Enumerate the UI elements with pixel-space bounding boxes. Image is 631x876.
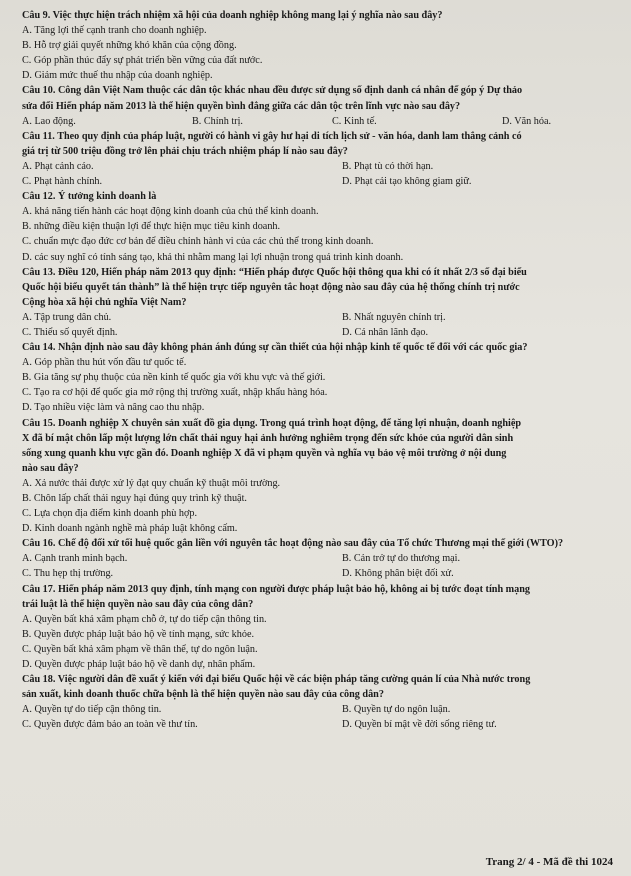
q12-option-a: A. khả năng tiến hành các hoạt động kinh doanh của chủ thể kinh doanh.	[22, 206, 319, 218]
q10-option-d: D. Văn hóa.	[502, 115, 552, 127]
question-15-line-3: sống xung quanh khu vực gần đó. Doanh nghiệp X đã vi phạm quyền và nghĩa vụ bảo vệ môi trường ở nội dung	[22, 447, 507, 459]
q10-option-c: C. Kinh tế.	[332, 115, 377, 127]
question-10-line-2: sửa đổi Hiến pháp năm 2013 là thể hiện quyền bình đẳng giữa các dân tộc trên lĩnh vực nào sau đây?	[22, 100, 461, 112]
q15-option-c: C. Lựa chọn địa điểm kinh doanh phù hợp.	[22, 508, 198, 520]
q12-option-d: D. các suy nghĩ có tính sáng tạo, khả thi nhằm mang lại lợi nhuận trong quá trình kinh doanh.	[22, 251, 404, 263]
q15-option-d: D. Kinh doanh ngành nghề mà pháp luật không cấm.	[22, 523, 238, 535]
question-17-line-1: Câu 17. Hiến pháp năm 2013 quy định, tính mạng con người được pháp luật bảo hộ, không ai bị tước đoạt tính mạng	[22, 583, 530, 595]
question-11-line-1: Câu 11. Theo quy định của pháp luật, người có hành vi gây hư hại di tích lịch sử - văn hóa, danh lam thắng cảnh có	[22, 130, 522, 142]
q9-option-d: D. Giảm mức thuế thu nhập của doanh nghiệp.	[22, 70, 213, 82]
q18-option-a: A. Quyền tự do tiếp cận thông tin.	[22, 704, 162, 716]
q18-options-row-1	[22, 702, 615, 717]
question-15-line-4: nào sau đây?	[22, 462, 79, 474]
q14-option-c: C. Tạo ra cơ hội để quốc gia mở rộng thị trường xuất, nhập khẩu hàng hóa.	[22, 387, 328, 399]
q11-option-b: B. Phạt tù có thời hạn.	[342, 160, 434, 172]
q15-option-b: B. Chôn lấp chất thải nguy hại đúng quy trình kỹ thuật.	[22, 493, 247, 504]
q10-option-b: B. Chính trị.	[192, 115, 243, 127]
q13-options-row-1	[22, 310, 615, 325]
q13-option-b: B. Nhất nguyên chính trị.	[342, 311, 446, 323]
q18-option-b: B. Quyền tự do ngôn luận.	[342, 704, 451, 716]
q11-option-c: C. Phạt hành chính.	[22, 176, 103, 188]
q17-option-c: C. Quyền bất khả xâm phạm về thân thể, tự do ngôn luận.	[22, 643, 258, 655]
q17-option-d: D. Quyền được pháp luật bảo hộ về danh dự, nhân phẩm.	[22, 659, 256, 671]
q13-options-row-2	[22, 325, 615, 340]
q10-option-a: A. Lao động.	[22, 115, 76, 127]
q13-option-a: A. Tập trung dân chủ.	[22, 311, 112, 323]
question-18-line-2: sản xuất, kinh doanh thuốc chữa bệnh là thể hiện quyền nào sau đây của công dân?	[22, 689, 384, 701]
q16-option-b: B. Cản trở tự do thương mại.	[342, 553, 461, 565]
q13-option-d: D. Cá nhân lãnh đạo.	[342, 326, 429, 338]
q14-option-b: B. Gia tăng sự phụ thuộc của nền kinh tế quốc gia với khu vực và thế giới.	[22, 372, 326, 384]
question-10-line-1: Câu 10. Công dân Việt Nam thuộc các dân tộc khác nhau đều được sử dụng số định danh cá nhân để góp ý Dự thảo	[22, 85, 523, 97]
q11-options-row-1	[22, 159, 615, 174]
question-9: Câu 9. Việc thực hiện trách nhiệm xã hội của doanh nghiệp không mang lại ý nghĩa nào sau đây?	[22, 10, 443, 21]
q16-options-row-2	[22, 566, 615, 581]
question-17-line-2: trái luật là thể hiện quyền nào sau đây của công dân?	[22, 598, 254, 610]
q9-option-a: A. Tăng lợi thế cạnh tranh cho doanh nghiệp.	[22, 25, 207, 37]
question-15-line-2: X đã bí mật chôn lấp một lượng lớn chất thải nguy hại ảnh hưởng nghiêm trọng đến sức khỏe của người dân sinh	[22, 432, 514, 444]
q18-option-d: D. Quyền bí mật về đời sống riêng tư.	[342, 719, 497, 731]
page-footer: Trang 2/ 4 - Mã đề thi 1024	[485, 855, 613, 868]
q16-option-a: A. Cạnh tranh minh bạch.	[22, 553, 128, 565]
question-11-line-2: giá trị từ 500 triệu đồng trở lên phải chịu trách nhiệm pháp lí nào sau đây?	[22, 145, 348, 157]
q14-option-a: A. Góp phần thu hút vốn đầu tư quốc tế.	[22, 357, 187, 369]
question-13-line-3: Cộng hòa xã hội chủ nghĩa Việt Nam?	[22, 296, 187, 308]
q11-option-a: A. Phạt cảnh cáo.	[22, 160, 94, 172]
q12-option-b: B. những điều kiện thuận lợi để thực hiện mục tiêu kinh doanh.	[22, 221, 281, 233]
q9-option-c: C. Góp phần thúc đẩy sự phát triển bền vững của đất nước.	[22, 55, 263, 67]
question-13-line-2: Quốc hội biểu quyết tán thành” là thể hiện trực tiếp nguyên tắc hoạt động nào sau đây của hệ thống chính trị nước	[22, 281, 520, 293]
q16-option-c: C. Thu hẹp thị trường.	[22, 568, 114, 580]
q13-option-c: C. Thiểu số quyết định.	[22, 326, 118, 338]
q9-option-b: B. Hỗ trợ giải quyết những khó khăn của cộng đồng.	[22, 40, 237, 52]
q15-option-a: A. Xả nước thải được xử lý đạt quy chuẩn kỹ thuật môi trường.	[22, 477, 281, 489]
question-18-line-1: Câu 18. Việc người dân đề xuất ý kiến với đại biểu Quốc hội về các biện pháp tăng cường quản lí của Nhà nước trong	[22, 674, 531, 686]
q18-option-c: C. Quyền được đảm bảo an toàn về thư tín.	[22, 719, 198, 731]
question-14: Câu 14. Nhận định nào sau đây không phản ánh đúng sự cần thiết của hội nhập kinh tế quốc tế đối với các quốc gia?	[22, 342, 528, 354]
question-12: Câu 12. Ý tưởng kinh doanh là	[22, 191, 157, 203]
q14-option-d: D. Tạo nhiều việc làm và nâng cao thu nhập.	[22, 402, 205, 414]
question-16: Câu 16. Chế độ đối xử tối huệ quốc gắn liền với nguyên tắc hoạt động nào sau đây của Tổ chức Thương mại thế giới (WTO)?	[22, 538, 564, 550]
q11-option-d: D. Phạt cải tạo không giam giữ.	[342, 176, 472, 188]
q12-option-c: C. chuẩn mực đạo đức cơ bản để điều chỉnh hành vi của các chủ thể trong kinh doanh.	[22, 236, 374, 248]
q10-options	[22, 114, 615, 129]
q11-options-row-2	[22, 174, 615, 189]
q16-option-d: D. Không phân biệt đối xử.	[342, 568, 454, 580]
q18-options-row-2	[22, 717, 615, 732]
q16-options-row-1	[22, 551, 615, 566]
q17-option-a: A. Quyền bất khả xâm phạm chỗ ở, tự do tiếp cận thông tin.	[22, 613, 267, 625]
question-15-line-1: Câu 15. Doanh nghiệp X chuyên sản xuất đồ gia dụng. Trong quá trình hoạt động, để tăng lợi nhuận, doanh nghiệp	[22, 417, 522, 429]
q17-option-b: B. Quyền được pháp luật bảo hộ về tính mạng, sức khỏe.	[22, 628, 255, 640]
question-13-line-1: Câu 13. Điều 120, Hiến pháp năm 2013 quy định: “Hiến pháp được Quốc hội thông qua khi có ít nhất 2/3 số đại biểu	[22, 266, 527, 278]
